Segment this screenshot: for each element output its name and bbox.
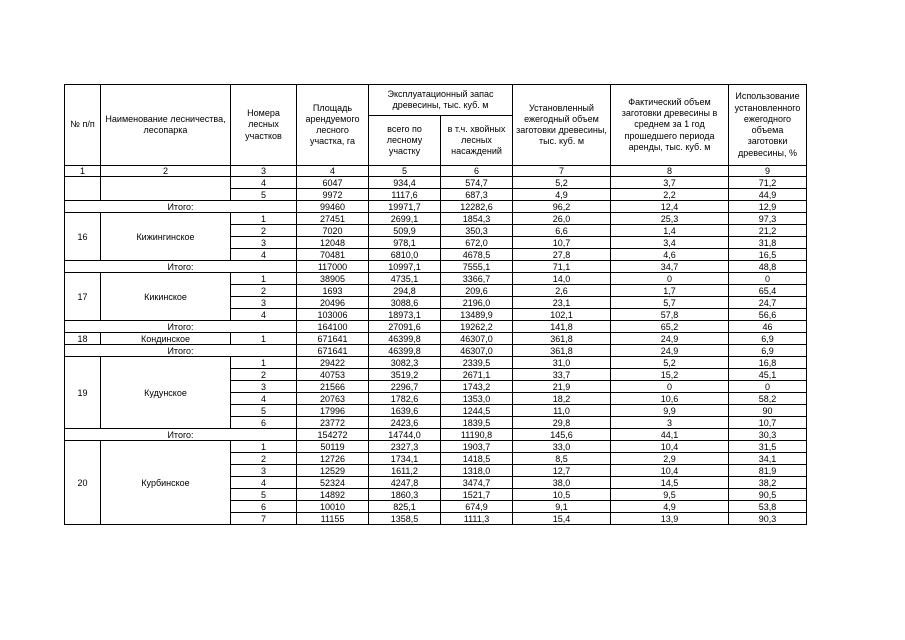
usage-percent: 90 (729, 405, 807, 417)
usage-percent: 71,2 (729, 177, 807, 189)
total-usage: 46 (729, 321, 807, 333)
plot-number: 2 (231, 453, 297, 465)
stock-conifer: 46307,0 (441, 333, 513, 345)
lease-area: 52324 (297, 477, 369, 489)
actual-volume: 0 (611, 273, 729, 285)
annual-volume: 361,8 (513, 333, 611, 345)
stock-total: 978,1 (369, 237, 441, 249)
lease-area: 21566 (297, 381, 369, 393)
stock-total: 1639,6 (369, 405, 441, 417)
total-area: 99460 (297, 201, 369, 213)
total-stock: 14744,0 (369, 429, 441, 441)
stock-conifer: 2671,1 (441, 369, 513, 381)
table-row (65, 177, 807, 189)
lease-area: 11155 (297, 513, 369, 525)
stock-total: 2296,7 (369, 381, 441, 393)
plot-number: 1 (231, 213, 297, 225)
table-row (65, 357, 807, 369)
plot-number: 4 (231, 393, 297, 405)
total-area: 164100 (297, 321, 369, 333)
total-annual: 361,8 (513, 345, 611, 357)
annual-volume: 4,9 (513, 189, 611, 201)
actual-volume: 3,7 (611, 177, 729, 189)
annual-volume: 11,0 (513, 405, 611, 417)
stock-total: 18973,1 (369, 309, 441, 321)
stock-conifer: 687,3 (441, 189, 513, 201)
total-conifer: 7555,1 (441, 261, 513, 273)
header-annual-volume: Установленный ежегодный объем заготовки древесины, тыс. куб. м (513, 85, 611, 166)
usage-percent: 24,7 (729, 297, 807, 309)
lease-area: 17996 (297, 405, 369, 417)
column-number: 8 (611, 166, 729, 177)
usage-percent: 53,8 (729, 501, 807, 513)
actual-volume: 9,9 (611, 405, 729, 417)
forestry-number: 20 (65, 441, 101, 525)
annual-volume: 31,0 (513, 357, 611, 369)
stock-total: 1117,6 (369, 189, 441, 201)
plot-number: 5 (231, 405, 297, 417)
stock-conifer: 2196,0 (441, 297, 513, 309)
stock-conifer: 1743,2 (441, 381, 513, 393)
usage-percent: 31,8 (729, 237, 807, 249)
plot-number: 4 (231, 309, 297, 321)
total-stock: 10997,1 (369, 261, 441, 273)
actual-volume: 3 (611, 417, 729, 429)
annual-volume: 9,1 (513, 501, 611, 513)
annual-volume: 102,1 (513, 309, 611, 321)
stock-total: 2423,6 (369, 417, 441, 429)
forestry-name: Курбинское (101, 441, 231, 525)
usage-percent: 16,8 (729, 357, 807, 369)
annual-volume: 5,2 (513, 177, 611, 189)
total-actual: 65,2 (611, 321, 729, 333)
stock-total: 509,9 (369, 225, 441, 237)
actual-volume: 2,9 (611, 453, 729, 465)
plot-number: 6 (231, 417, 297, 429)
lease-area: 12529 (297, 465, 369, 477)
forestry-name: Кижингинское (101, 213, 231, 261)
plot-number: 5 (231, 489, 297, 501)
lease-area: 6047 (297, 177, 369, 189)
usage-percent: 21,2 (729, 225, 807, 237)
stock-conifer: 4678,5 (441, 249, 513, 261)
column-number: 4 (297, 166, 369, 177)
stock-total: 294,8 (369, 285, 441, 297)
forest-lease-table (64, 84, 807, 525)
lease-area: 50119 (297, 441, 369, 453)
annual-volume: 33,7 (513, 369, 611, 381)
annual-volume: 14,0 (513, 273, 611, 285)
stock-conifer: 574,7 (441, 177, 513, 189)
stock-conifer: 1521,7 (441, 489, 513, 501)
header-lease-area: Площадь арендуемого лесного участка, га (297, 85, 369, 166)
usage-percent: 58,2 (729, 393, 807, 405)
forestry-name: Кудунское (101, 357, 231, 429)
stock-conifer: 1839,5 (441, 417, 513, 429)
total-label: Итого: (65, 429, 297, 441)
annual-volume: 33,0 (513, 441, 611, 453)
usage-percent: 16,5 (729, 249, 807, 261)
stock-total: 6810,0 (369, 249, 441, 261)
stock-total: 3082,3 (369, 357, 441, 369)
total-label: Итого: (65, 345, 297, 357)
column-number: 2 (101, 166, 231, 177)
actual-volume: 9,5 (611, 489, 729, 501)
total-annual: 145,6 (513, 429, 611, 441)
stock-total: 2699,1 (369, 213, 441, 225)
lease-area: 9972 (297, 189, 369, 201)
stock-total: 1734,1 (369, 453, 441, 465)
table-row (65, 333, 807, 345)
actual-volume: 0 (611, 381, 729, 393)
annual-volume: 23,1 (513, 297, 611, 309)
stock-conifer: 1318,0 (441, 465, 513, 477)
column-number: 3 (231, 166, 297, 177)
lease-area: 70481 (297, 249, 369, 261)
usage-percent: 97,3 (729, 213, 807, 225)
column-number: 7 (513, 166, 611, 177)
usage-percent: 38,2 (729, 477, 807, 489)
total-stock: 46399,8 (369, 345, 441, 357)
total-area: 671641 (297, 345, 369, 357)
plot-number: 7 (231, 513, 297, 525)
lease-area: 38905 (297, 273, 369, 285)
total-annual: 96,2 (513, 201, 611, 213)
total-area: 154272 (297, 429, 369, 441)
stock-total: 1860,3 (369, 489, 441, 501)
actual-volume: 25,3 (611, 213, 729, 225)
total-label: Итого: (65, 261, 297, 273)
stock-conifer: 2339,5 (441, 357, 513, 369)
total-row (65, 261, 807, 273)
total-area: 117000 (297, 261, 369, 273)
forestry-number: 16 (65, 213, 101, 261)
actual-volume: 13,9 (611, 513, 729, 525)
stock-total: 46399,8 (369, 333, 441, 345)
actual-volume: 10,4 (611, 465, 729, 477)
stock-conifer: 13489,9 (441, 309, 513, 321)
total-usage: 48,8 (729, 261, 807, 273)
forestry-number: 19 (65, 357, 101, 429)
plot-number: 4 (231, 177, 297, 189)
plot-number: 2 (231, 225, 297, 237)
usage-percent: 90,5 (729, 489, 807, 501)
plot-number: 1 (231, 441, 297, 453)
stock-conifer: 674,9 (441, 501, 513, 513)
total-actual: 34,7 (611, 261, 729, 273)
annual-volume: 6,6 (513, 225, 611, 237)
total-conifer: 11190,8 (441, 429, 513, 441)
annual-volume: 26,0 (513, 213, 611, 225)
usage-percent: 90,3 (729, 513, 807, 525)
usage-percent: 34,1 (729, 453, 807, 465)
stock-conifer: 1903,7 (441, 441, 513, 453)
usage-percent: 6,9 (729, 333, 807, 345)
total-label: Итого: (65, 321, 297, 333)
usage-percent: 31,5 (729, 441, 807, 453)
total-actual: 24,9 (611, 345, 729, 357)
header-num: № п/п (65, 85, 101, 166)
stock-conifer: 209,6 (441, 285, 513, 297)
forestry-number (65, 177, 101, 201)
stock-conifer: 3474,7 (441, 477, 513, 489)
actual-volume: 3,4 (611, 237, 729, 249)
lease-area: 671641 (297, 333, 369, 345)
stock-total: 1782,6 (369, 393, 441, 405)
actual-volume: 10,6 (611, 393, 729, 405)
forestry-name: Кондинское (101, 333, 231, 345)
lease-area: 12726 (297, 453, 369, 465)
total-row (65, 321, 807, 333)
stock-conifer: 1353,0 (441, 393, 513, 405)
total-annual: 71,1 (513, 261, 611, 273)
lease-area: 20496 (297, 297, 369, 309)
stock-conifer: 1244,5 (441, 405, 513, 417)
total-stock: 19971,7 (369, 201, 441, 213)
stock-conifer: 1418,5 (441, 453, 513, 465)
forestry-number: 17 (65, 273, 101, 321)
plot-number: 2 (231, 369, 297, 381)
annual-volume: 12,7 (513, 465, 611, 477)
lease-area: 1693 (297, 285, 369, 297)
actual-volume: 24,9 (611, 333, 729, 345)
column-number: 6 (441, 166, 513, 177)
annual-volume: 15,4 (513, 513, 611, 525)
lease-area: 23772 (297, 417, 369, 429)
actual-volume: 57,8 (611, 309, 729, 321)
stock-total: 825,1 (369, 501, 441, 513)
actual-volume: 5,7 (611, 297, 729, 309)
usage-percent: 45,1 (729, 369, 807, 381)
usage-percent: 10,7 (729, 417, 807, 429)
actual-volume: 14,5 (611, 477, 729, 489)
total-row (65, 345, 807, 357)
plot-number: 3 (231, 465, 297, 477)
usage-percent: 44,9 (729, 189, 807, 201)
total-row (65, 429, 807, 441)
table-row (65, 441, 807, 453)
total-conifer: 19262,2 (441, 321, 513, 333)
stock-conifer: 1111,3 (441, 513, 513, 525)
stock-total: 934,4 (369, 177, 441, 189)
header-usage-percent: Использование установленного ежегодного объема заготовки древесины, % (729, 85, 807, 166)
stock-total: 1611,2 (369, 465, 441, 477)
annual-volume: 8,5 (513, 453, 611, 465)
plot-number: 3 (231, 297, 297, 309)
lease-area: 29422 (297, 357, 369, 369)
plot-number: 1 (231, 273, 297, 285)
actual-volume: 5,2 (611, 357, 729, 369)
plot-number: 4 (231, 477, 297, 489)
stock-total: 3088,6 (369, 297, 441, 309)
plot-number: 2 (231, 285, 297, 297)
annual-volume: 2,6 (513, 285, 611, 297)
usage-percent: 65,4 (729, 285, 807, 297)
total-row (65, 201, 807, 213)
stock-total: 4735,1 (369, 273, 441, 285)
header-plot-numbers: Номера лесных участков (231, 85, 297, 166)
actual-volume: 1,7 (611, 285, 729, 297)
lease-area: 20763 (297, 393, 369, 405)
total-usage: 30,3 (729, 429, 807, 441)
total-usage: 12,9 (729, 201, 807, 213)
forestry-name: Кикинское (101, 273, 231, 321)
stock-total: 2327,3 (369, 441, 441, 453)
page-bottom-margin (0, 556, 905, 640)
header-actual-volume: Фактический объем заготовки древесины в среднем за 1 год прошедшего периода аренды, тыс. куб. м (611, 85, 729, 166)
total-stock: 27091,6 (369, 321, 441, 333)
total-conifer: 12282,6 (441, 201, 513, 213)
forestry-name (101, 177, 231, 201)
plot-number: 3 (231, 237, 297, 249)
plot-number: 4 (231, 249, 297, 261)
lease-area: 103006 (297, 309, 369, 321)
forestry-number: 18 (65, 333, 101, 345)
actual-volume: 2,2 (611, 189, 729, 201)
column-number-row (65, 166, 807, 177)
usage-percent: 0 (729, 381, 807, 393)
annual-volume: 29,8 (513, 417, 611, 429)
column-number: 5 (369, 166, 441, 177)
annual-volume: 38,0 (513, 477, 611, 489)
lease-area: 27451 (297, 213, 369, 225)
stock-conifer: 3366,7 (441, 273, 513, 285)
stock-conifer: 672,0 (441, 237, 513, 249)
total-actual: 12,4 (611, 201, 729, 213)
stock-total: 4247,8 (369, 477, 441, 489)
stock-conifer: 350,3 (441, 225, 513, 237)
header-stock-total: всего по лесному участку (369, 116, 441, 166)
actual-volume: 10,4 (611, 441, 729, 453)
stock-total: 1358,5 (369, 513, 441, 525)
annual-volume: 21,9 (513, 381, 611, 393)
column-number: 1 (65, 166, 101, 177)
table-body (65, 177, 807, 525)
annual-volume: 18,2 (513, 393, 611, 405)
stock-conifer: 1854,3 (441, 213, 513, 225)
annual-volume: 10,7 (513, 237, 611, 249)
total-label: Итого: (65, 201, 297, 213)
plot-number: 5 (231, 189, 297, 201)
plot-number: 1 (231, 357, 297, 369)
lease-area: 14892 (297, 489, 369, 501)
usage-percent: 56,6 (729, 309, 807, 321)
total-usage: 6,9 (729, 345, 807, 357)
plot-number: 3 (231, 381, 297, 393)
header-operational-stock: Эксплуатационный запас древесины, тыс. куб. м (369, 85, 513, 116)
lease-area: 40753 (297, 369, 369, 381)
header-forestry-name: Наименование лесничества, лесопарка (101, 85, 231, 166)
annual-volume: 27,8 (513, 249, 611, 261)
usage-percent: 0 (729, 273, 807, 285)
actual-volume: 4,6 (611, 249, 729, 261)
actual-volume: 4,9 (611, 501, 729, 513)
usage-percent: 81,9 (729, 465, 807, 477)
table-row (65, 273, 807, 285)
annual-volume: 10,5 (513, 489, 611, 501)
stock-total: 3519,2 (369, 369, 441, 381)
total-actual: 44,1 (611, 429, 729, 441)
total-annual: 141,8 (513, 321, 611, 333)
plot-number: 1 (231, 333, 297, 345)
actual-volume: 1,4 (611, 225, 729, 237)
plot-number: 6 (231, 501, 297, 513)
lease-area: 12048 (297, 237, 369, 249)
table-row (65, 213, 807, 225)
total-conifer: 46307,0 (441, 345, 513, 357)
lease-area: 7020 (297, 225, 369, 237)
actual-volume: 15,2 (611, 369, 729, 381)
lease-area: 10010 (297, 501, 369, 513)
header-stock-conifer: в т.ч. хвойных лесных насаждений (441, 116, 513, 166)
column-number: 9 (729, 166, 807, 177)
